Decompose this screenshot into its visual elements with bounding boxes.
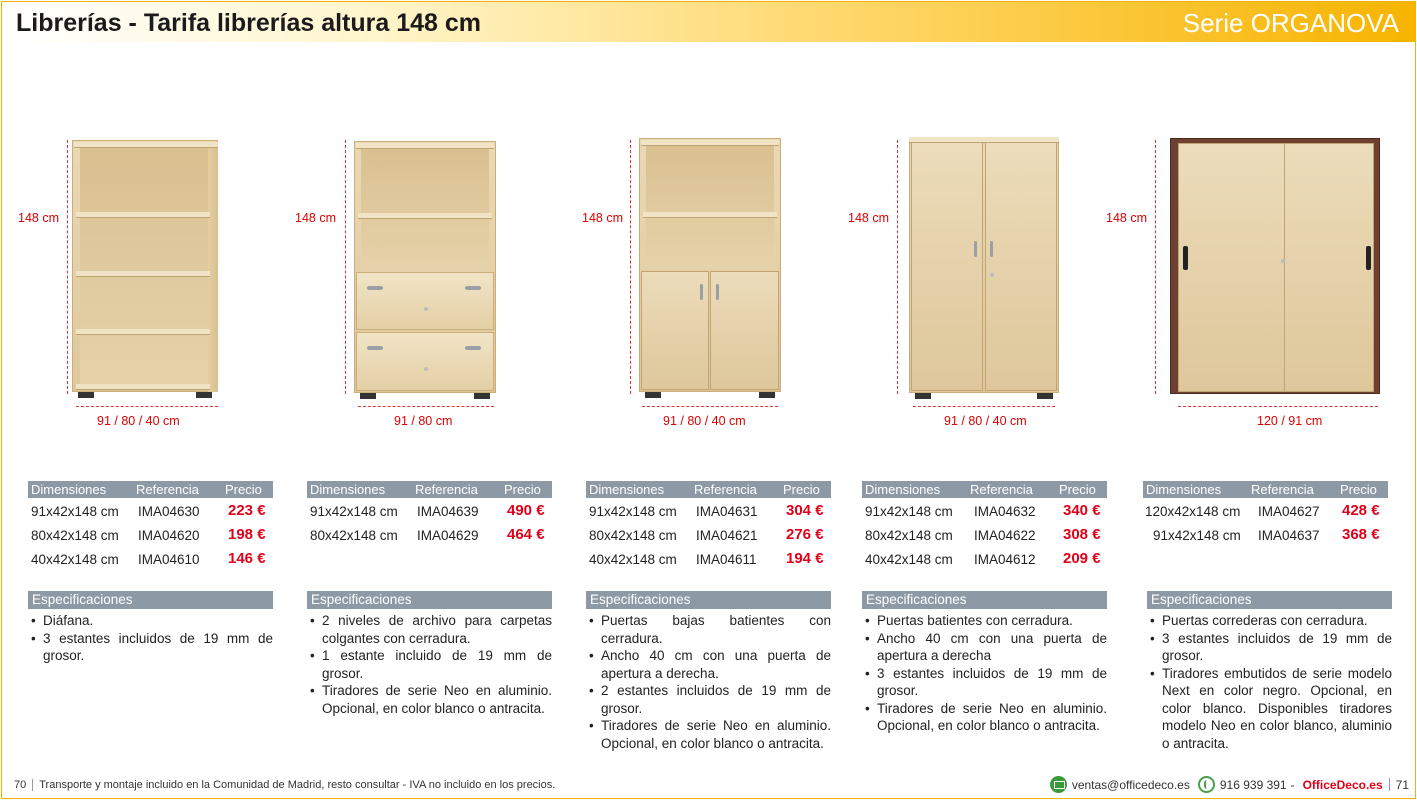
brand-link[interactable]: OfficeDeco.es [1302,777,1383,792]
spec-item: • Ancho 40 cm con una puerta de apertura a derecha. [586,647,831,682]
spec-item: • Ancho 40 cm con una puerta de apertura a derecha [862,630,1107,665]
footer-email[interactable]: ventas@officedeco.es [1071,777,1190,792]
bookcase-open-image [72,140,220,398]
drawer-top [356,272,494,330]
footer-disclaimer: Transporte y montaje incluido en la Comunidad de Madrid, resto consultar - IVA no incluido en los precios. [39,779,556,791]
specs-4 [862,591,1107,735]
height-label: 148 cm [18,211,59,225]
page-number-left: 70 [14,779,27,791]
spec-item: • Puertas bajas batientes con cerradura. [586,612,831,647]
phone-icon [1198,776,1215,793]
specs-2 [307,591,552,717]
specs-header: Especificaciones [307,591,552,609]
width-dimension-line [913,406,1055,407]
door-left [911,142,983,391]
spec-item: • 1 estante incluido de 19 mm de grosor. [307,647,552,682]
footer-note [14,779,555,791]
spec-item: • Tiradores de serie Neo en aluminio. Opcional, en color blanco o antracita. [307,682,552,717]
series-title: Serie ORGANOVA [1182,8,1399,38]
table-row: 40x42x148 cm IMA04612 209 € [865,550,1101,567]
footer-contact [1050,776,1409,793]
table-header: Dimensiones Referencia Precio [1143,481,1388,498]
specs-5 [1147,591,1392,752]
width-label: 91 / 80 / 40 cm [97,414,180,428]
specs-1 [28,591,273,665]
price-table-2 [307,481,552,546]
width-dimension-line [642,406,778,407]
page-title: Librerías - Tarifa librerías altura 148 cm [16,9,482,37]
table-row: 40x42x148 cm IMA04610 146 € [31,550,266,567]
table-header: Dimensiones Referencia Precio [307,481,552,498]
specs-header: Especificaciones [862,591,1107,609]
cabinet-sliding-doors-image [1170,138,1380,400]
bookcase-drawers-image [354,141,496,399]
table-header: Dimensiones Referencia Precio [586,481,831,498]
width-label: 120 / 91 cm [1257,414,1323,428]
door-right [710,271,779,390]
table-row: 91x42x148 cm IMA04637 368 € [1153,526,1380,543]
height-dimension-line [630,140,631,394]
table-row: 91x42x148 cm IMA04631 304 € [589,502,824,519]
specs-3 [586,591,831,752]
page-number-right: 71 [1395,777,1409,792]
spec-item: • Diáfana. [28,612,273,630]
spec-item: • 3 estantes incluidos de 19 mm de grosor. [1147,630,1392,665]
price-table-4 [862,481,1107,570]
width-label: 91 / 80 cm [394,414,453,428]
height-dimension-line [1155,140,1156,394]
height-label: 148 cm [1106,211,1147,225]
table-row: 40x42x148 cm IMA04611 194 € [589,550,824,567]
height-label: 148 cm [295,211,336,225]
table-header: Dimensiones Referencia Precio [862,481,1107,498]
width-label: 91 / 80 / 40 cm [944,414,1027,428]
specs-header: Especificaciones [586,591,831,609]
specs-header: Especificaciones [28,591,273,609]
spec-item: • Puertas correderas con cerradura. [1147,612,1392,630]
table-row: 91x42x148 cm IMA04632 340 € [865,502,1101,519]
sliding-door-left [1178,143,1286,392]
height-dimension-line [345,140,346,394]
height-label: 148 cm [848,211,889,225]
width-dimension-line [1178,406,1378,407]
height-dimension-line [67,140,68,394]
sliding-door-right [1284,143,1374,392]
drawer-bottom [356,332,494,391]
spec-item: • 2 estantes incluidos de 19 mm de grosor. [586,682,831,717]
spec-item: • 3 estantes incluidos de 19 mm de grosor. [28,630,273,665]
footer-dash: - [1290,777,1295,792]
price-table-5 [1143,481,1388,546]
door-right [985,142,1057,391]
spec-item: • Tiradores de serie Neo en aluminio. Opcional, en color blanco o antracita. [862,700,1107,735]
table-row: 120x42x148 cm IMA04627 428 € [1145,502,1380,519]
width-label: 91 / 80 / 40 cm [663,414,746,428]
price-table-3 [586,481,831,570]
table-row: 91x42x148 cm IMA04639 490 € [310,502,545,519]
height-label: 148 cm [582,211,623,225]
bookcase-low-doors-image [639,138,781,398]
cabinet-doors-image [909,137,1059,399]
width-dimension-line [358,406,494,407]
email-icon [1050,776,1067,793]
height-dimension-line [897,140,898,394]
page-header [2,2,1415,42]
table-header: Dimensiones Referencia Precio [28,481,273,498]
table-row: 91x42x148 cm IMA04630 223 € [31,502,266,519]
spec-item: • 3 estantes incluidos de 19 mm de grosor. [862,665,1107,700]
spec-item: • Tiradores de serie Neo en aluminio. Opcional, en color blanco o antracita. [586,717,831,752]
width-dimension-line [76,406,218,407]
spec-item: • Tiradores embutidos de serie modelo Next en color negro. Opcional, en color blanco. Disponibles tiradores modelo Neo en color blanco, aluminio o antracita. [1147,665,1392,753]
table-row: 80x42x148 cm IMA04629 464 € [310,526,545,543]
table-row: 80x42x148 cm IMA04621 276 € [589,526,824,543]
table-row: 80x42x148 cm IMA04620 198 € [31,526,266,543]
door-left [641,271,709,390]
specs-header: Especificaciones [1147,591,1392,609]
spec-item: • Puertas batientes con cerradura. [862,612,1107,630]
table-row: 80x42x148 cm IMA04622 308 € [865,526,1101,543]
price-table-1 [28,481,273,570]
spec-item: • 2 niveles de archivo para carpetas colgantes con cerradura. [307,612,552,647]
footer-phone[interactable]: 916 939 391 [1219,777,1287,792]
